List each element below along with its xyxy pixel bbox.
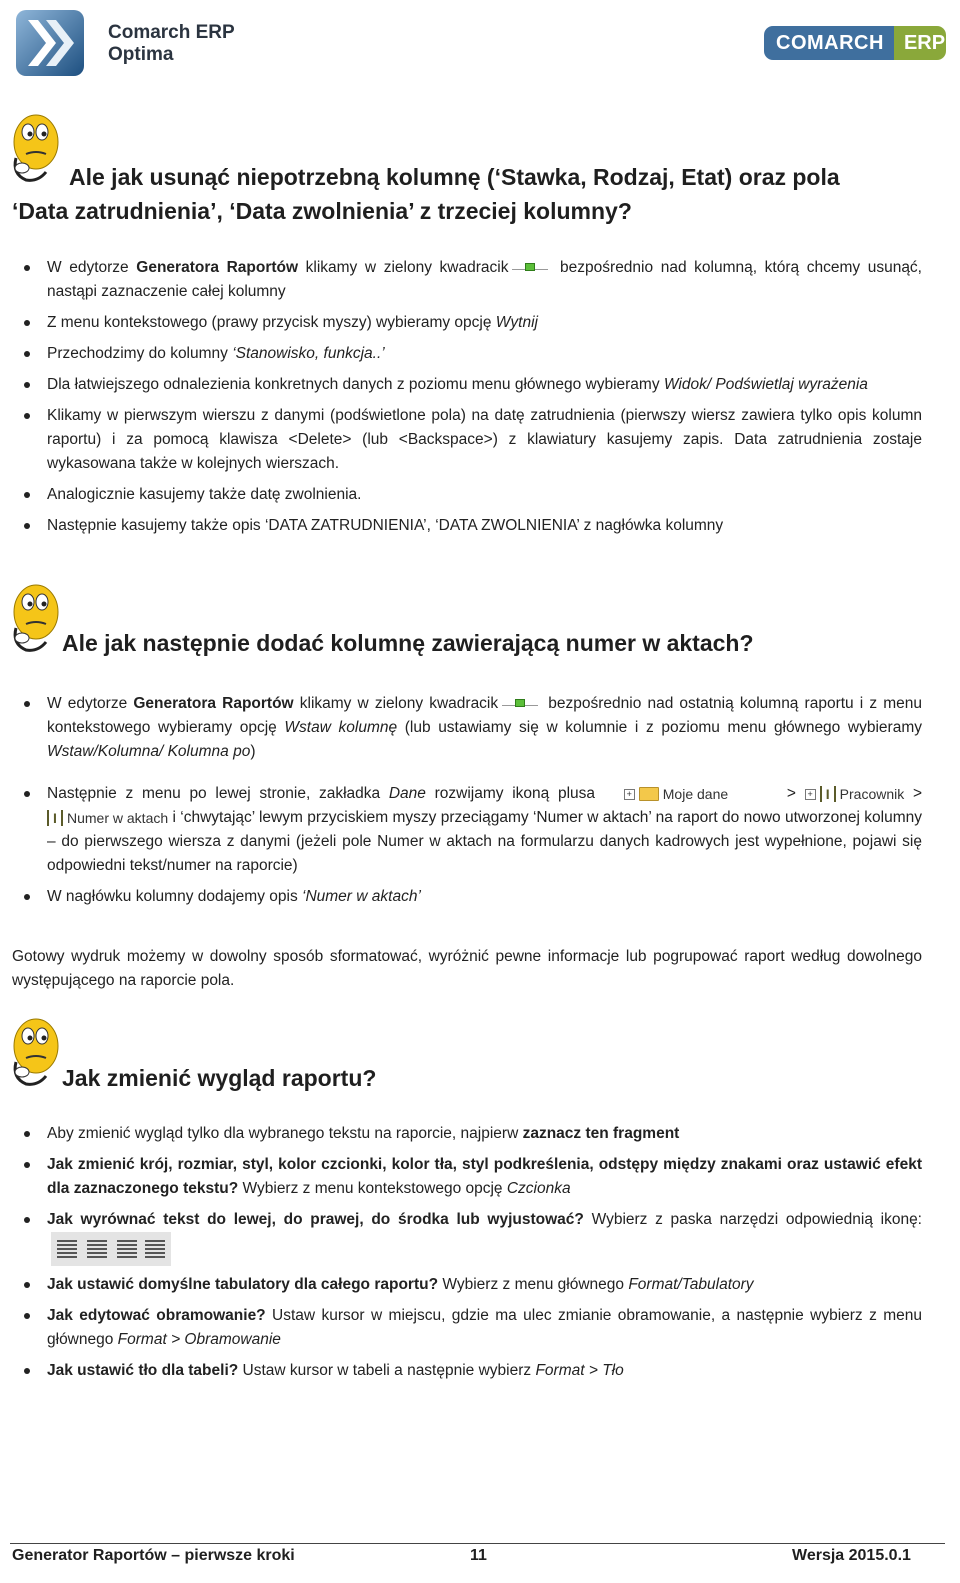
- section1-heading-line1: Ale jak usunąć niepotrzebną kolumnę (‘Stawka, Rodzaj, Etat) oraz pola: [69, 164, 840, 190]
- list-item: Jak ustawić domyślne tabulatory dla całego raportu? Wybierz z menu głównego Format/Tabulatory: [12, 1273, 922, 1297]
- brand-line-1: Comarch ERP: [108, 22, 235, 43]
- section1-list: [12, 256, 922, 538]
- list-item: Następnie kasujemy także opis ‘DATA ZATRUDNIENIA’, ‘DATA ZWOLNIENIA’ z nagłówka kolumny: [12, 514, 922, 538]
- list-item: W nagłówku kolumny dodajemy opis ‘Numer w aktach’: [12, 885, 922, 909]
- list-item: Jak wyrównać tekst do lewej, do prawej, do środka lub wyjustować? Wybierz z paska narzędzi odpowiednią ikonę:: [12, 1208, 922, 1266]
- list-item: Dla łatwiejszego odnalezienia konkretnych danych z poziomu menu głównego wybieramy Widok/ Podświetlaj wyrażenia: [12, 373, 922, 397]
- section1-heading-line2: ‘Data zatrudnienia’, ‘Data zwolnienia’ z trzeciej kolumny?: [12, 198, 632, 224]
- comarch-optima-logo-icon: [14, 8, 86, 78]
- list-item: Jak edytować obramowanie? Ustaw kursor w miejscu, gdzie ma ulec zmianie obramowanie, a następnie wybierz z menu głównego Format > Obramowanie: [12, 1304, 922, 1352]
- section3-heading: Jak zmienić wygląd raportu?: [62, 1065, 377, 1091]
- tree-node-pracownik[interactable]: + I Pracownik: [805, 782, 905, 806]
- field-icon: I: [47, 810, 63, 826]
- tree-node-moje-dane[interactable]: + Moje dane: [624, 782, 728, 806]
- list-item: Przechodzimy do kolumny ‘Stanowisko, funkcja..’: [12, 342, 922, 366]
- footer-version: Wersja 2015.0.1: [792, 1547, 911, 1564]
- align-icons-toolbar: [51, 1232, 171, 1266]
- tree-node-numer-w-aktach[interactable]: I Numer w aktach: [47, 806, 168, 830]
- thinking-smiley-icon: [8, 582, 60, 659]
- footer-divider: [10, 1543, 945, 1544]
- comarch-logo-text: COMARCH: [764, 26, 894, 60]
- align-center-icon[interactable]: [87, 1240, 107, 1258]
- comarch-erp-logo: [764, 26, 946, 60]
- list-item: W edytorze Generatora Raportów klikamy w zielony kwadracik bezpośrednio nad ostatnią kolumną raportu i z menu kontekstowego wybieramy opcję Wstaw kolumnę (lub ustawiamy się w kolumnie i z poziomu menu głównego wybieramy Wstaw/Kolumna/ Kolumna po): [12, 692, 922, 764]
- expand-plus-icon[interactable]: +: [624, 789, 635, 800]
- expand-plus-icon[interactable]: +: [805, 789, 816, 800]
- list-item: Analogicznie kasujemy także datę zwolnienia.: [12, 483, 922, 507]
- list-item: Aby zmienić wygląd tylko dla wybranego tekstu na raporcie, najpierw zaznacz ten fragment: [12, 1122, 922, 1146]
- align-right-icon[interactable]: [117, 1240, 137, 1258]
- align-justify-icon[interactable]: [145, 1240, 165, 1258]
- erp-logo-text: ERP: [894, 26, 946, 60]
- list-item: Następnie z menu po lewej stronie, zakładka Dane rozwijamy ikoną plusa + Moje dane > + I Pracownik > I Numer w aktach i ‘chwytając’ lewym przyciskiem myszy przeciągamy ‘Numer w aktach’ na raport do nowo utworzonej kolumny – do pierwszego wiersza z danymi (jeżeli pole Numer w aktach na formularzu danych kadrowych jest wypełnione, pojawi się odpowiedni tekst/numer na raporcie): [12, 782, 922, 878]
- list-item: Jak ustawić tło dla tabeli? Ustaw kursor w tabeli a następnie wybierz Format > Tło: [12, 1359, 922, 1383]
- brand-line-2: Optima: [108, 44, 174, 65]
- align-left-icon[interactable]: [57, 1240, 77, 1258]
- green-square-icon: [512, 261, 548, 275]
- green-square-icon: [502, 697, 538, 711]
- footer-title: Generator Raportów – pierwsze kroki: [12, 1547, 295, 1564]
- list-item: Klikamy w pierwszym wierszu z danymi (podświetlone pola) na datę zatrudnienia (pierwszy wiersz zawiera tylko opis kolumn raportu) i za pomocą klawisza <Delete> (lub <Backspace>) z klawiatury kasujemy zapis. Data zatrudnienia zostaje wykasowana także w kolejnych wierszach.: [12, 404, 922, 476]
- paragraph: Gotowy wydruk możemy w dowolny sposób sformatować, wyróżnić pewne informacje lub pogrupować raport według dowolnego występującego na raporcie pola.: [12, 948, 922, 989]
- section3-list: [12, 1122, 922, 1383]
- folder-icon: [639, 787, 659, 801]
- section2-list: [12, 692, 922, 909]
- section2-heading: Ale jak następnie dodać kolumnę zawierającą numer w aktach?: [62, 630, 754, 656]
- brand-name: [108, 22, 235, 66]
- page-number: 11: [470, 1547, 487, 1564]
- thinking-smiley-icon: [8, 1016, 60, 1093]
- section1-heading: [12, 160, 922, 228]
- list-item: Z menu kontekstowego (prawy przycisk myszy) wybieramy opcję Wytnij: [12, 311, 922, 335]
- list-item: W edytorze Generatora Raportów klikamy w zielony kwadracik bezpośrednio nad kolumną, którą chcemy usunąć, nastąpi zaznaczenie całej kolumny: [12, 256, 922, 304]
- list-item: Jak zmienić krój, rozmiar, styl, kolor czcionki, kolor tła, styl podkreślenia, odstępy między znakami oraz ustawić efekt dla zaznaczonego tekstu? Wybierz z menu kontekstowego opcję Czcionka: [12, 1153, 922, 1201]
- field-group-icon: I: [820, 786, 836, 802]
